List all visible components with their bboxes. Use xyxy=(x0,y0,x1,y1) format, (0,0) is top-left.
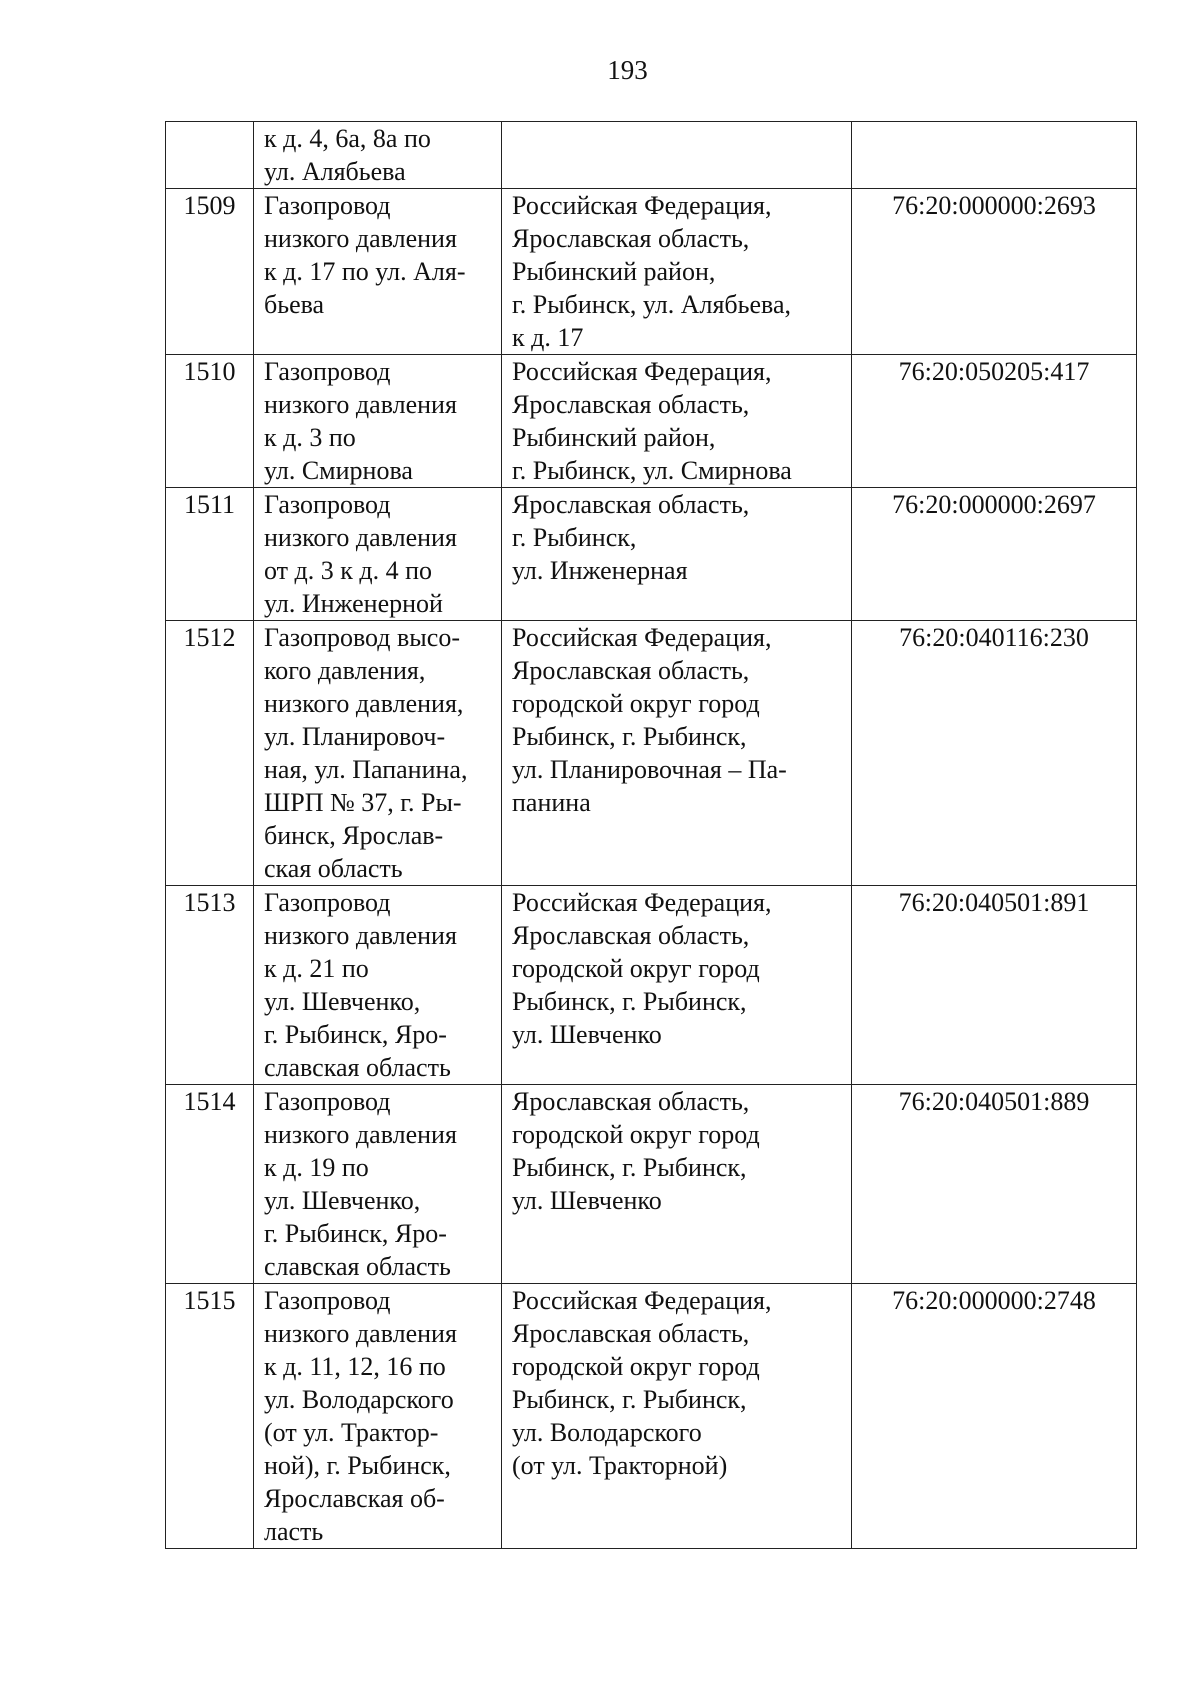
object-name-cell-line: Газопровод xyxy=(264,490,391,519)
object-name-cell-line: низкого давления xyxy=(264,1319,457,1348)
object-name-cell-line: к д. 4, 6а, 8а по xyxy=(264,124,431,153)
object-name-cell-line: ул. Шевченко, xyxy=(264,1186,421,1215)
address-cell-line: Российская Федерация, xyxy=(512,888,772,917)
object-name-cell-line: ная, ул. Папанина, xyxy=(264,755,468,784)
object-name-cell xyxy=(254,621,502,886)
row-number-cell: 1513 xyxy=(166,886,254,1085)
registry-table xyxy=(165,121,1137,1549)
object-name-cell-line: г. Рыбинск, Яро- xyxy=(264,1219,447,1248)
address-cell-line: г. Рыбинск, xyxy=(512,523,637,552)
object-name-cell-line: Газопровод xyxy=(264,888,391,917)
table-row xyxy=(166,355,1137,488)
object-name-cell-line: низкого давления xyxy=(264,921,457,950)
address-cell-line: ул. Планировочная – Па- xyxy=(512,755,787,784)
object-name-cell-line: ул. Алябьева xyxy=(264,157,406,186)
object-name-cell-line: к д. 19 по xyxy=(264,1153,369,1182)
object-name-cell-line: Ярославская об- xyxy=(264,1484,445,1513)
address-cell-line: Ярославская область, xyxy=(512,1319,750,1348)
object-name-cell-line: низкого давления xyxy=(264,1120,457,1149)
table-row xyxy=(166,189,1137,355)
page-number: 193 xyxy=(607,55,648,85)
object-name-cell-line: низкого давления xyxy=(264,523,457,552)
object-name-cell-line: к д. 3 по xyxy=(264,423,356,452)
address-cell-line: городской округ город xyxy=(512,1352,760,1381)
object-name-cell-line: низкого давления xyxy=(264,224,457,253)
object-name-cell-line: ШРП № 37, г. Ры- xyxy=(264,788,462,817)
cadastral-number-cell: 76:20:040116:230 xyxy=(852,621,1137,886)
object-name-cell xyxy=(254,355,502,488)
object-name-cell-line: ласть xyxy=(264,1517,324,1546)
object-name-cell-line: Газопровод xyxy=(264,1286,391,1315)
address-cell-line: Рыбинск, г. Рыбинск, xyxy=(512,722,747,751)
table-row xyxy=(166,1085,1137,1284)
address-cell-line: городской округ город xyxy=(512,689,760,718)
object-name-cell-line: низкого давления, xyxy=(264,689,464,718)
address-cell xyxy=(502,488,852,621)
address-cell-line: Ярославская область, xyxy=(512,390,750,419)
address-cell xyxy=(502,189,852,355)
object-name-cell-line: Газопровод xyxy=(264,1087,391,1116)
address-cell-line: г. Рыбинск, ул. Смирнова xyxy=(512,456,792,485)
table-row xyxy=(166,122,1137,189)
object-name-cell-line: низкого давления xyxy=(264,390,457,419)
object-name-cell-line: ул. Володарского xyxy=(264,1385,454,1414)
address-cell xyxy=(502,355,852,488)
object-name-cell-line: к д. 17 по ул. Аля- xyxy=(264,257,466,286)
object-name-cell-line: кого давления, xyxy=(264,656,426,685)
address-cell-line: Рыбинск, г. Рыбинск, xyxy=(512,987,747,1016)
address-cell xyxy=(502,886,852,1085)
address-cell-line: Российская Федерация, xyxy=(512,1286,772,1315)
object-name-cell-line: бинск, Ярослав- xyxy=(264,821,444,850)
address-cell-line: ул. Инженерная xyxy=(512,556,688,585)
address-cell-line: панина xyxy=(512,788,591,817)
object-name-cell-line: ул. Планировоч- xyxy=(264,722,446,751)
object-name-cell-line: Газопровод xyxy=(264,357,391,386)
address-cell-line: Ярославская область, xyxy=(512,224,750,253)
object-name-cell xyxy=(254,1085,502,1284)
object-name-cell-line: ская область xyxy=(264,854,403,883)
address-cell-line: к д. 17 xyxy=(512,323,584,352)
object-name-cell xyxy=(254,1284,502,1549)
address-cell-line: Ярославская область, xyxy=(512,656,750,685)
row-number-cell: 1511 xyxy=(166,488,254,621)
address-cell-line: ул. Володарского xyxy=(512,1418,702,1447)
object-name-cell xyxy=(254,122,502,189)
object-name-cell-line: ул. Инженерной xyxy=(264,589,443,618)
object-name-cell-line: к д. 21 по xyxy=(264,954,369,983)
row-number-cell: 1515 xyxy=(166,1284,254,1549)
address-cell-line: Рыбинский район, xyxy=(512,257,716,286)
address-cell-line: (от ул. Тракторной) xyxy=(512,1451,728,1480)
address-cell-line: г. Рыбинск, ул. Алябьева, xyxy=(512,290,792,319)
table-row xyxy=(166,1284,1137,1549)
address-cell-line: Ярославская область, xyxy=(512,490,750,519)
registry-table-body xyxy=(166,122,1137,1549)
cadastral-number-cell: 76:20:000000:2748 xyxy=(852,1284,1137,1549)
object-name-cell-line: ной), г. Рыбинск, xyxy=(264,1451,451,1480)
object-name-cell xyxy=(254,886,502,1085)
address-cell-line: ул. Шевченко xyxy=(512,1186,662,1215)
address-cell xyxy=(502,1085,852,1284)
address-cell-line: ул. Шевченко xyxy=(512,1020,662,1049)
object-name-cell xyxy=(254,189,502,355)
cadastral-number-cell: 76:20:040501:889 xyxy=(852,1085,1137,1284)
object-name-cell-line: к д. 11, 12, 16 по xyxy=(264,1352,446,1381)
table-row xyxy=(166,621,1137,886)
address-cell-line: Ярославская область, xyxy=(512,921,750,950)
row-number-cell: 1514 xyxy=(166,1085,254,1284)
object-name-cell-line: (от ул. Трактор- xyxy=(264,1418,439,1447)
cadastral-number-cell: 76:20:000000:2693 xyxy=(852,189,1137,355)
object-name-cell-line: ул. Смирнова xyxy=(264,456,413,485)
object-name-cell-line: Газопровод высо- xyxy=(264,623,460,652)
object-name-cell-line: от д. 3 к д. 4 по xyxy=(264,556,433,585)
cadastral-number-cell: 76:20:000000:2697 xyxy=(852,488,1137,621)
table-row xyxy=(166,488,1137,621)
address-cell-line: городской округ город xyxy=(512,954,760,983)
address-cell-line: Российская Федерация, xyxy=(512,623,772,652)
address-cell-line: Рыбинск, г. Рыбинск, xyxy=(512,1385,747,1414)
row-number-cell: 1512 xyxy=(166,621,254,886)
address-cell-line: Ярославская область, xyxy=(512,1087,750,1116)
address-cell xyxy=(502,621,852,886)
object-name-cell-line: Газопровод xyxy=(264,191,391,220)
address-cell-line: Рыбинск, г. Рыбинск, xyxy=(512,1153,747,1182)
row-number-cell: 1509 xyxy=(166,189,254,355)
address-cell xyxy=(502,1284,852,1549)
object-name-cell-line: славская область xyxy=(264,1252,451,1281)
cadastral-number-cell xyxy=(852,122,1137,189)
cadastral-number-cell: 76:20:040501:891 xyxy=(852,886,1137,1085)
row-number-cell: 1510 xyxy=(166,355,254,488)
table-row xyxy=(166,886,1137,1085)
object-name-cell-line: бьева xyxy=(264,290,325,319)
object-name-cell-line: ул. Шевченко, xyxy=(264,987,421,1016)
object-name-cell-line: г. Рыбинск, Яро- xyxy=(264,1020,447,1049)
address-cell xyxy=(502,122,852,189)
object-name-cell xyxy=(254,488,502,621)
address-cell-line: Российская Федерация, xyxy=(512,191,772,220)
address-cell-line: Российская Федерация, xyxy=(512,357,772,386)
row-number-cell xyxy=(166,122,254,189)
cadastral-number-cell: 76:20:050205:417 xyxy=(852,355,1137,488)
object-name-cell-line: славская область xyxy=(264,1053,451,1082)
address-cell-line: городской округ город xyxy=(512,1120,760,1149)
address-cell-line: Рыбинский район, xyxy=(512,423,716,452)
